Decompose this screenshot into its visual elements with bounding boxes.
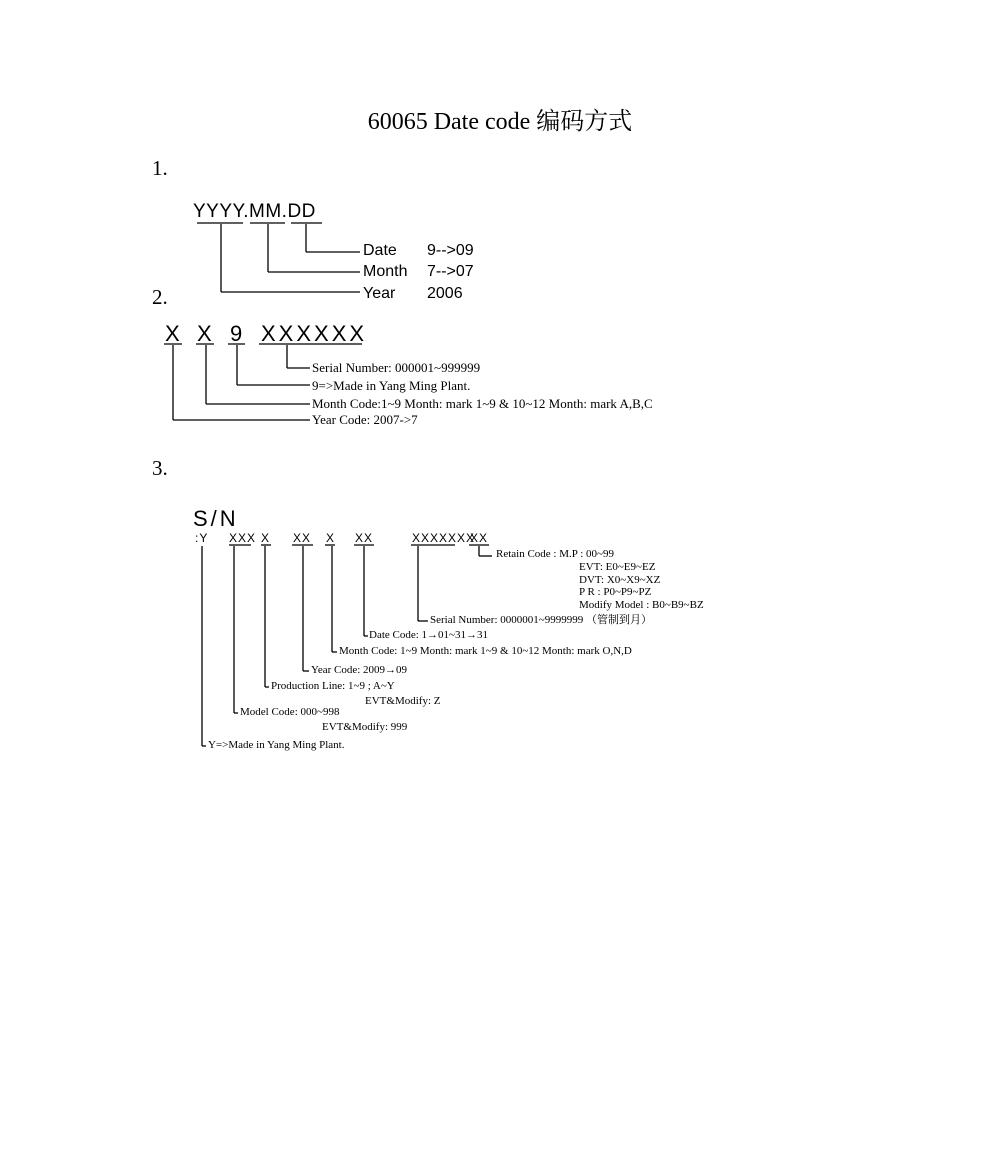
year-value: 2006 <box>427 285 463 302</box>
plant-code-9: 9 <box>230 321 246 346</box>
date-code-note: Date Code: 1→01~31→31 <box>369 629 488 641</box>
section-3-number: 3. <box>152 456 168 480</box>
section-1-number: 1. <box>152 156 168 180</box>
production-line-evt: EVT&Modify: Z <box>365 695 441 707</box>
serial-number-note: Serial Number: 0000001~9999999 （管制到月） <box>430 614 652 626</box>
month-label: Month <box>363 263 408 280</box>
month-code-note: Month Code:1~9 Month: mark 1~9 & 10~12 Month: mark A,B,C <box>312 396 653 411</box>
year-code-x: X <box>165 321 183 346</box>
model-code: XXX <box>229 531 257 545</box>
page-title: 60065 Date code 编码方式 <box>367 109 633 135</box>
plant-note: Y=>Made in Yang Ming Plant. <box>208 739 345 751</box>
model-code-note: Model Code: 000~998 <box>240 706 340 718</box>
model-code-evt: EVT&Modify: 999 <box>322 721 408 733</box>
date-code: XX <box>355 531 374 545</box>
retain-code: XX <box>470 531 489 545</box>
year-code-note: Year Code: 2007->7 <box>312 412 418 427</box>
year-code: XX <box>293 531 312 545</box>
year-label: Year <box>363 285 396 302</box>
retain-pr: P R : P0~P9~PZ <box>579 586 652 598</box>
retain-code-label: Retain Code : M.P : 00~99 <box>496 548 614 560</box>
section-1-code: YYYY.MM.DD <box>193 201 316 222</box>
retain-dvt: DVT: X0~X9~XZ <box>579 574 661 586</box>
month-code: X <box>326 531 336 545</box>
production-line-note: Production Line: 1~9 ; A~Y <box>271 680 395 692</box>
serial-number-note: Serial Number: 000001~999999 <box>312 360 481 375</box>
month-code-note: Month Code: 1~9 Month: mark 1~9 & 10~12 Month: mark O,N,D <box>339 645 632 657</box>
serial-code: XXXXXXX <box>412 531 476 545</box>
retain-evt: EVT: E0~E9~EZ <box>579 561 656 573</box>
plant-note: 9=>Made in Yang Ming Plant. <box>312 378 471 393</box>
section-2-number: 2. <box>152 285 168 309</box>
date-value: 9-->09 <box>427 242 474 259</box>
plant-code: :Y <box>195 531 209 545</box>
date-label: Date <box>363 242 397 259</box>
month-value: 7-->07 <box>427 263 474 280</box>
sn-label: S/N <box>193 506 239 531</box>
year-code-note: Year Code: 2009→09 <box>311 664 408 676</box>
serial-code-x: XXXXXX <box>261 321 368 346</box>
line-code: X <box>261 531 271 545</box>
retain-modify: Modify Model : B0~B9~BZ <box>579 599 704 611</box>
month-code-x: X <box>197 321 215 346</box>
